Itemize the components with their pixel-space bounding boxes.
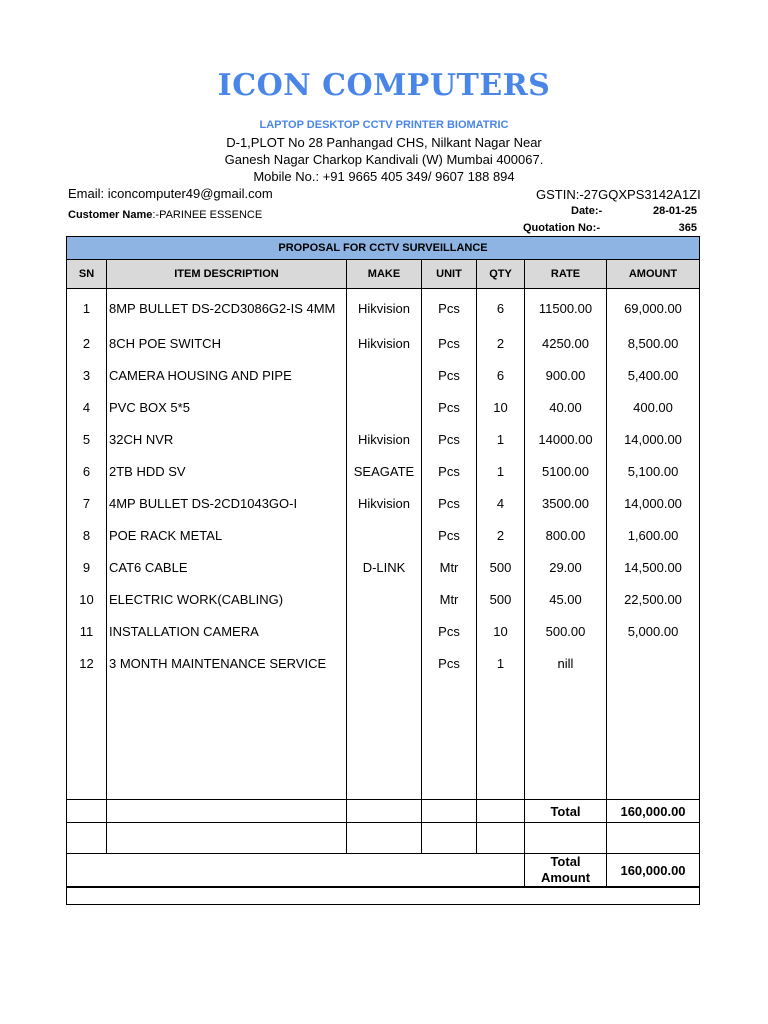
customer-name-label: Customer Name (68, 209, 153, 221)
item-sn: 7 (67, 487, 107, 519)
total-amount-label: Total Amount (525, 854, 607, 888)
item-rate: 45.00 (525, 583, 607, 615)
item-unit: Pcs (422, 519, 477, 551)
date-value: 28-01-25 (652, 205, 697, 217)
item-sn: 4 (67, 391, 107, 423)
table-row (67, 423, 700, 455)
blank-row (67, 823, 700, 854)
date-label: Date:- (571, 205, 603, 217)
company-name: ICON COMPUTERS (217, 68, 551, 103)
table-row (67, 647, 700, 679)
item-rate: 500.00 (525, 615, 607, 647)
item-description: CAMERA HOUSING AND PIPE (107, 359, 347, 391)
item-unit: Pcs (422, 423, 477, 455)
item-description: CAT6 CABLE (107, 551, 347, 583)
mobile-numbers: Mobile No.: +91 9665 405 349/ 9607 188 894 (253, 169, 515, 184)
item-qty: 500 (477, 551, 525, 583)
item-amount: 14,000.00 (607, 423, 700, 455)
header-amount: AMOUNT (607, 260, 700, 289)
item-rate: 11500.00 (525, 289, 607, 328)
item-description: 32CH NVR (107, 423, 347, 455)
quotation-table (66, 236, 700, 905)
email: Email: iconcomputer49@gmail.com (68, 186, 273, 201)
item-sn: 9 (67, 551, 107, 583)
item-sn: 6 (67, 455, 107, 487)
item-amount: 400.00 (607, 391, 700, 423)
header-make: MAKE (347, 260, 422, 289)
header-unit: UNIT (422, 260, 477, 289)
item-amount: 5,400.00 (607, 359, 700, 391)
item-rate: 40.00 (525, 391, 607, 423)
table-row (67, 519, 700, 551)
item-amount: 69,000.00 (607, 289, 700, 328)
item-make (347, 519, 422, 551)
item-rate: 3500.00 (525, 487, 607, 519)
item-unit: Pcs (422, 615, 477, 647)
item-qty: 1 (477, 455, 525, 487)
table-row (67, 327, 700, 359)
item-make: Hikvision (347, 487, 422, 519)
item-amount: 5,000.00 (607, 615, 700, 647)
item-unit: Pcs (422, 391, 477, 423)
table-row (67, 583, 700, 615)
table-row (67, 455, 700, 487)
address-line-2: Ganesh Nagar Charkop Kandivali (W) Mumbai 400067. (224, 152, 544, 167)
customer-name-row (68, 205, 262, 223)
item-amount: 14,000.00 (607, 487, 700, 519)
item-qty: 1 (477, 647, 525, 679)
item-make: Hikvision (347, 289, 422, 328)
item-description: ELECTRIC WORK(CABLING) (107, 583, 347, 615)
header-sn: SN (67, 260, 107, 289)
item-rows (67, 289, 700, 680)
item-rate: 29.00 (525, 551, 607, 583)
item-description: INSTALLATION CAMERA (107, 615, 347, 647)
item-make: Hikvision (347, 327, 422, 359)
item-unit: Pcs (422, 327, 477, 359)
total-amount-row (67, 854, 700, 888)
item-rate: 900.00 (525, 359, 607, 391)
item-sn: 3 (67, 359, 107, 391)
item-amount: 5,100.00 (607, 455, 700, 487)
item-qty: 500 (477, 583, 525, 615)
total-value: 160,000.00 (607, 800, 700, 823)
header-rate: RATE (525, 260, 607, 289)
item-make: Hikvision (347, 423, 422, 455)
item-sn: 5 (67, 423, 107, 455)
item-make: SEAGATE (347, 455, 422, 487)
item-unit: Pcs (422, 455, 477, 487)
item-rate: nill (525, 647, 607, 679)
footer-row (67, 887, 700, 905)
total-label: Total (525, 800, 607, 823)
item-amount: 14,500.00 (607, 551, 700, 583)
item-make (347, 359, 422, 391)
customer-name-value: :-PARINEE ESSENCE (152, 209, 263, 221)
item-qty: 10 (477, 615, 525, 647)
item-unit: Mtr (422, 551, 477, 583)
item-sn: 10 (67, 583, 107, 615)
item-unit: Pcs (422, 359, 477, 391)
table-header-row (67, 260, 700, 289)
item-description: PVC BOX 5*5 (107, 391, 347, 423)
item-sn: 1 (67, 289, 107, 328)
address-line-1: D-1,PLOT No 28 Panhangad CHS, Nilkant Nagar Near (226, 135, 542, 150)
item-make (347, 615, 422, 647)
item-qty: 2 (477, 519, 525, 551)
item-description: 3 MONTH MAINTENANCE SERVICE (107, 647, 347, 679)
item-qty: 6 (477, 289, 525, 328)
item-make (347, 583, 422, 615)
company-tagline: LAPTOP DESKTOP CCTV PRINTER BIOMATRIC (259, 119, 509, 131)
table-row (67, 551, 700, 583)
item-unit: Mtr (422, 583, 477, 615)
item-sn: 8 (67, 519, 107, 551)
item-description: 4MP BULLET DS-2CD1043GO-I (107, 487, 347, 519)
item-sn: 11 (67, 615, 107, 647)
item-sn: 12 (67, 647, 107, 679)
item-description: 2TB HDD SV (107, 455, 347, 487)
item-amount: 1,600.00 (607, 519, 700, 551)
item-rate: 4250.00 (525, 327, 607, 359)
item-description: 8CH POE SWITCH (107, 327, 347, 359)
item-rate: 800.00 (525, 519, 607, 551)
item-rate: 5100.00 (525, 455, 607, 487)
item-rate: 14000.00 (525, 423, 607, 455)
item-description: 8MP BULLET DS-2CD3086G2-IS 4MM (107, 289, 347, 328)
table-filler-row (67, 679, 700, 800)
item-sn: 2 (67, 327, 107, 359)
item-make (347, 647, 422, 679)
item-qty: 10 (477, 391, 525, 423)
total-row (67, 800, 700, 823)
proposal-title: PROPOSAL FOR CCTV SURVEILLANCE (67, 237, 700, 260)
gstin: GSTIN:-27GQXPS3142A1ZI (536, 187, 701, 202)
table-row (67, 391, 700, 423)
total-amount-value: 160,000.00 (607, 854, 700, 888)
header-item-description: ITEM DESCRIPTION (107, 260, 347, 289)
table-row (67, 359, 700, 391)
header-qty: QTY (477, 260, 525, 289)
quotation-number: 365 (678, 222, 697, 234)
item-unit: Pcs (422, 487, 477, 519)
item-description: POE RACK METAL (107, 519, 347, 551)
item-make (347, 391, 422, 423)
quotation-label: Quotation No:- (523, 222, 600, 234)
item-qty: 1 (477, 423, 525, 455)
item-amount (607, 647, 700, 679)
table-row (67, 615, 700, 647)
table-banner-row (67, 237, 700, 260)
item-qty: 6 (477, 359, 525, 391)
item-amount: 22,500.00 (607, 583, 700, 615)
table-row (67, 289, 700, 328)
table-row (67, 487, 700, 519)
item-qty: 4 (477, 487, 525, 519)
item-make: D-LINK (347, 551, 422, 583)
item-unit: Pcs (422, 647, 477, 679)
item-amount: 8,500.00 (607, 327, 700, 359)
item-unit: Pcs (422, 289, 477, 328)
item-qty: 2 (477, 327, 525, 359)
